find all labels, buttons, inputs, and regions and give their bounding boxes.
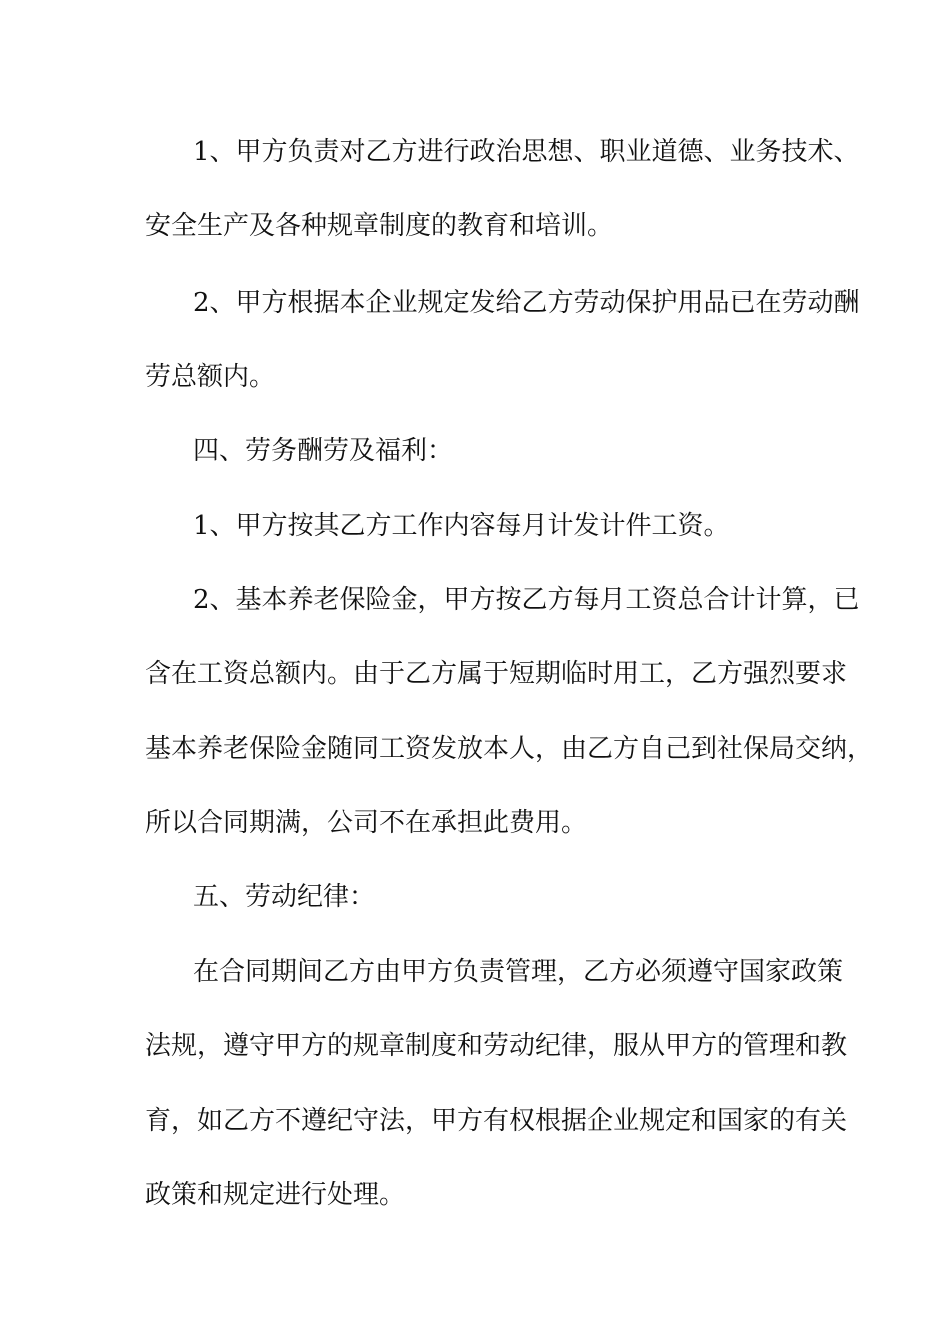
section-4-heading: 四、劳务酬劳及福利： [193,436,454,466]
section-5-para-line-1: 在合同期间乙方由甲方负责管理，乙方必须遵守国家政策 [193,957,844,987]
clause-3-1-line-2: 安全生产及各种规章制度的教育和培训。 [145,211,614,241]
clause-4-2-line-4: 所以合同期满，公司不在承担此费用。 [145,808,588,838]
clause-3-2-line-2: 劳总额内。 [145,362,276,392]
clause-4-2-line-1: 2、基本养老保险金，甲方按乙方每月工资总合计计算，已 [193,585,860,615]
clause-3-2-line-1: 2、甲方根据本企业规定发给乙方劳动保护用品已在劳动酬 [193,288,860,318]
clause-4-2-line-3: 基本养老保险金随同工资发放本人，由乙方自己到社保局交纳， [145,734,874,764]
section-5-para-line-2: 法规，遵守甲方的规章制度和劳动纪律，服从甲方的管理和教 [145,1031,848,1061]
section-5-para-line-3: 育，如乙方不遵纪守法，甲方有权根据企业规定和国家的有关 [145,1106,848,1136]
section-5-heading: 五、劳动纪律： [193,882,376,912]
clause-3-1-line-1: 1、甲方负责对乙方进行政治思想、职业道德、业务技术、 [193,137,860,167]
clause-4-2-line-2: 含在工资总额内。由于乙方属于短期临时用工，乙方强烈要求 [145,659,848,689]
clause-4-1-line-1: 1、甲方按其乙方工作内容每月计发计件工资。 [193,511,730,541]
section-5-para-line-4: 政策和规定进行处理。 [145,1180,406,1210]
